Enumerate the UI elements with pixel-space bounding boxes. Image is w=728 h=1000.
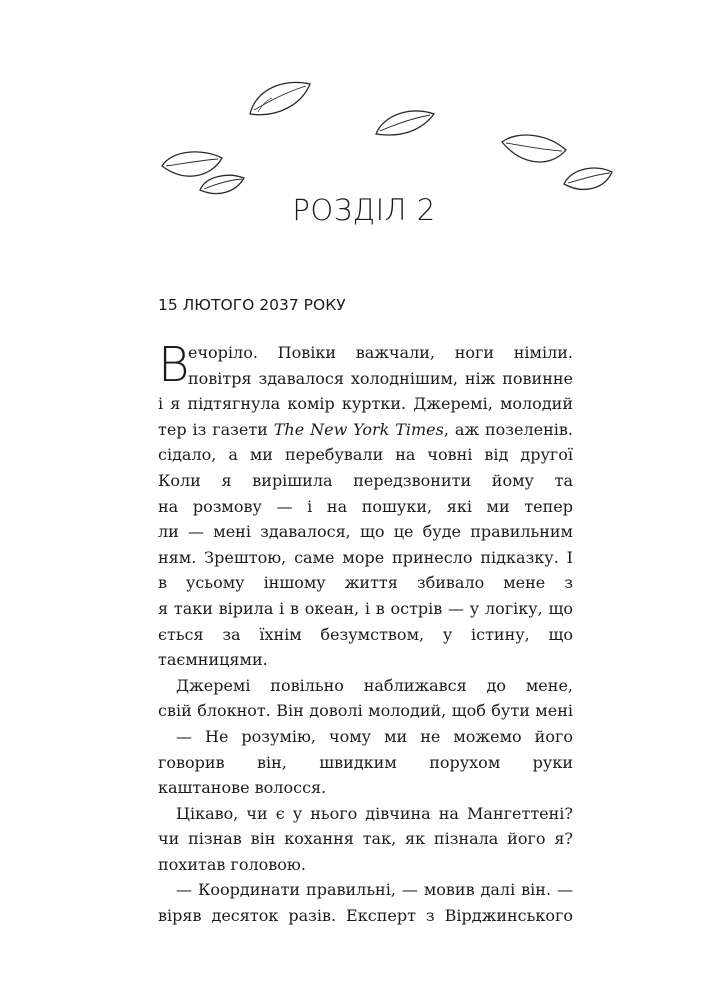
- chapter-text: [158, 337, 573, 929]
- text-line: таємницями.: [158, 650, 268, 670]
- text-line: я таки вірила і в океан, і в острів — у логіку, що: [158, 598, 573, 618]
- text-line: [158, 417, 573, 443]
- petal-icon: [372, 104, 438, 140]
- text-line: ням. Зрештою, саме море принесло підказку. І: [158, 547, 573, 567]
- text-line: повітря здавалося холоднішим, ніж повинне: [188, 368, 573, 388]
- text-line: Коли я вирішила передзвонити йому та: [158, 470, 573, 490]
- text-line: говорив він, швидким порухом руки: [158, 752, 573, 772]
- newspaper-title: The New York Times: [273, 419, 444, 439]
- text-line: в усьому іншому життя збивало мене з: [158, 573, 573, 593]
- text-line: чи пізнав він кохання так, як пізнала його я?: [158, 829, 573, 849]
- text-line: свій блокнот. Він доволі молодий, щоб бути мені: [158, 701, 573, 721]
- petal-icon: [246, 76, 316, 120]
- text-line: ли — мені здавалося, що це буде правильним: [158, 522, 573, 542]
- text-line: на розмову — і на пошуки, які ми тепер: [158, 496, 573, 516]
- text-line: каштанове волосся.: [158, 778, 327, 798]
- text-fragment: тер із газети: [158, 419, 274, 439]
- text-line: — Координати правильні, — мовив далі він. —: [176, 880, 573, 900]
- petal-decoration: [0, 0, 728, 200]
- drop-cap: В: [158, 337, 190, 393]
- text-line: сідало, а ми перебували на човні від другої: [158, 445, 573, 465]
- text-line: ється за їхнім безумством, у істину, що: [158, 624, 573, 644]
- text-line: і я підтягнула комір куртки. Джеремі, молодий: [158, 394, 573, 414]
- text-line: Джеремі повільно наближався до мене,: [176, 675, 573, 695]
- first-paragraph-opening: [158, 337, 573, 393]
- petal-icon: [560, 162, 616, 196]
- text-line: Цікаво, чи є у нього дівчина на Мангеттені?: [176, 803, 573, 823]
- text-line: ечоріло. Повіки важчали, ноги німіли.: [188, 343, 573, 362]
- text-line: віряв десяток разів. Експерт з Вірджинського: [158, 906, 573, 926]
- chapter-title: РОЗДІЛ 2: [292, 193, 436, 227]
- text-line: — Не розумію, чому ми не можемо його: [176, 726, 573, 746]
- text-fragment: , аж позеленів.: [443, 419, 573, 439]
- text-line: похитав головою.: [158, 854, 306, 874]
- chapter-date: 15 ЛЮТОГО 2037 РОКУ: [158, 296, 346, 314]
